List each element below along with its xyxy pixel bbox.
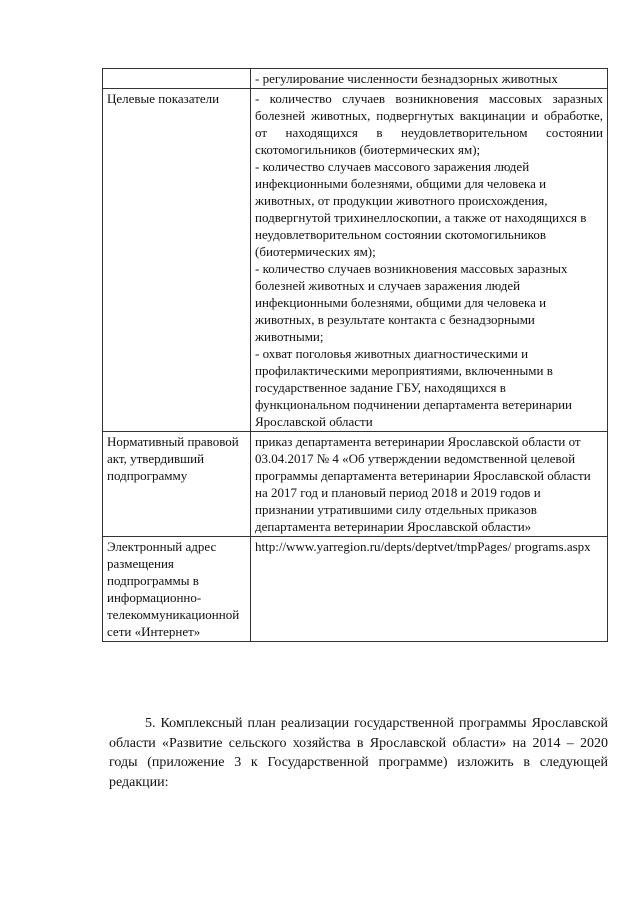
- row-value-stray-animals: [251, 69, 608, 89]
- table-row: [103, 537, 608, 642]
- row-value-legal-act: [251, 432, 608, 537]
- row-label-target-indicators: Целевые показатели: [103, 89, 251, 432]
- indicator-item: - количество случаев массового заражения людей инфекционными болезнями, общими для человека и животных, от продукции животного происхождения, подвергнутой трихинеллоскопии, а также от находящихся в неудовлетворительном состоянии скотомогильников (биотермических ям);: [255, 159, 587, 259]
- table-row: [103, 89, 608, 432]
- body-paragraph: 5. Комплексный план реализации государственной программы Ярославской области «Развитие сельского хозяйства в Ярославской области» на 2014 – 2020 годы (приложение 3 к Государственной программе) изложить в следующей редакции:: [109, 716, 608, 790]
- row-label-web-address: Электронный адрес размещения подпрограммы в информационно-телекоммуникационной сети «Интернет»: [103, 537, 251, 642]
- legal-act-text: приказ департамента ветеринарии Ярославской области от 03.04.2017 № 4 «Об утверждении ведомственной целевой программы департамента ветеринарии Ярославской области на 2017 год и плановый период 2018 и 2019 годов и признании утратившими силу отдельных приказов департамента ветеринарии Ярославской области»: [255, 434, 591, 534]
- row-label-legal-act: Нормативный правовой акт, утвердивший подпрограмму: [103, 432, 251, 537]
- value-line: - регулирование численности безнадзорных животных: [255, 71, 558, 86]
- row-value-target-indicators: [251, 89, 608, 432]
- indicator-item: - количество случаев возникновения массовых заразных болезней животных и случаев заражения людей инфекционными болезнями, общими для человека и животных, в результате контакта с безнадзорными животными;: [255, 261, 568, 344]
- program-table: [102, 68, 608, 642]
- indicator-item: - охват поголовья животных диагностическими и профилактическими мероприятиями, включенными в государственное задание ГБУ, находящихся в функциональном подчинении департамента ветеринарии Ярославской области: [255, 346, 573, 429]
- indicator-item: - количество случаев возникновения массовых заразных болезней животных, подвергнутых вакцинации и обработке, от находящихся в неудовлетворительном состоянии скотомогильников (биотермических ям);: [255, 91, 603, 157]
- row-label-empty: [103, 69, 251, 89]
- program-url: http://www.yarregion.ru/depts/deptvet/tmpPages/ programs.aspx: [255, 539, 591, 554]
- table-row: [103, 69, 608, 89]
- row-value-web-address: [251, 537, 608, 642]
- table-row: [103, 432, 608, 537]
